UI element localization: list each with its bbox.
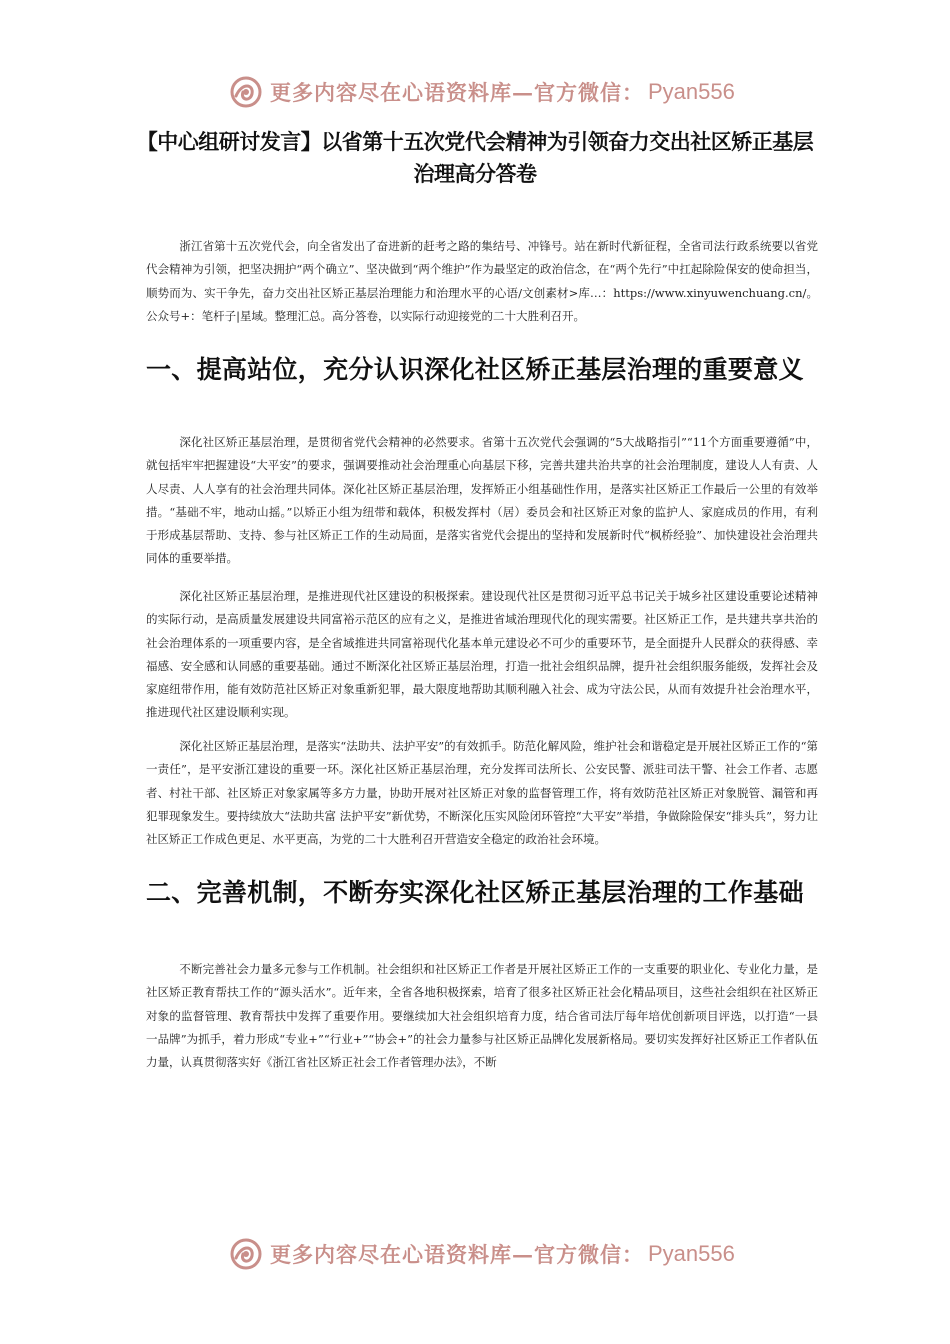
- footer-banner[interactable]: [228, 1234, 735, 1274]
- banner-wechat-id: Pyan556: [648, 1241, 735, 1266]
- section-1-paragraph-2: 深化社区矫正基层治理，是推进现代社区建设的积极探索。建设现代社区是贯彻习近平总书记关于城乡社区建设重要论述精神的实际行动，是高质量发展建设共同富裕示范区的应有之义，是推进省域治理现代化的现实需要。社区矫正工作，是共建共享共治的社会治理体系的一项重要内容，是全省域推进共同富裕现代化基本单元建设必不可少的重要环节，是全面提升人民群众的获得感、幸福感、安全感和认同感的重要基础。通过不断深化社区矫正基层治理，打造一批社会组织品牌，提升社会组织服务能级，发挥社会及家庭纽带作用，能有效防范社区矫正对象重新犯罪，最大限度地帮助其顺利融入社会、成为守法公民，从而有效提升社会治理水平，推进现代社区建设顺利实现。: [146, 589, 818, 720]
- header-banner[interactable]: [228, 72, 735, 112]
- banner-text: 更多内容尽在心语资料库—官方微信：: [270, 80, 644, 105]
- document-title: 【中心组研讨发言】以省第十五次党代会精神为引领奋力交出社区矫正基层治理高分答卷: [136, 130, 814, 186]
- banner-wechat-id: Pyan556: [648, 79, 735, 104]
- coiled-brush-logo-icon: [228, 74, 264, 110]
- section-heading-1: 一、提高站位，充分认识深化社区矫正基层治理的重要意义: [146, 355, 804, 384]
- section-2-paragraph-1: 不断完善社会力量多元参与工作机制。社会组织和社区矫正工作者是开展社区矫正工作的一支重要的职业化、专业化力量，是社区矫正教育帮扶工作的“源头活水”。近年来，全省各地积极探索，培育了很多社区矫正社会化精品项目，这些社会组织在社区矫正对象的监督管理、教育帮扶中发挥了重要作用。要继续加大社会组织培育力度，结合省司法厅每年培优创新项目评选，以打造“一县一品牌”为抓手，着力形成“专业+”“行业+”“协会+”的社会力量参与社区矫正品牌化发展新格局。要切实发挥好社区矫正工作者队伍力量，认真贯彻落实好《浙江省社区矫正社会工作者管理办法》，不断: [146, 962, 818, 1070]
- section-1-paragraph-3: 深化社区矫正基层治理，是落实“法助共、法护平安”的有效抓手。防范化解风险，维护社会和谐稳定是开展社区矫正工作的“第一责任”，是平安浙江建设的重要一环。深化社区矫正基层治理，充分发挥司法所长、公安民警、派驻司法干警、社会工作者、志愿者、村社干部、社区矫正对象家属等多方力量，协助开展对社区矫正对象的监督管理工作，将有效防范社区矫正对象脱管、漏管和再犯罪现象发生。要持续放大“法助共富 法护平安”新优势，不断深化压实风险闭环管控“大平安”举措，争做除险保安“排头兵”，努力让社区矫正工作成色更足、水平更高，为党的二十大胜利召开营造安全稳定的政治社会环境。: [146, 739, 818, 847]
- coiled-brush-logo-icon: [228, 1236, 264, 1272]
- banner-text: 更多内容尽在心语资料库—官方微信：: [270, 1242, 644, 1267]
- section-1-paragraph-1: 深化社区矫正基层治理，是贯彻省党代会精神的必然要求。省第十五次党代会强调的“5大战略指引”“11个方面重要遵循”中，就包括牢牢把握建设“大平安”的要求，强调要推动社会治理重心向基层下移，完善共建共治共享的社会治理制度，建设人人有责、人人尽责、人人享有的社会治理共同体。深化社区矫正基层治理，发挥矫正小组基础性作用，是落实社区矫正工作最后一公里的有效举措。“基础不牢，地动山摇。”以矫正小组为纽带和载体，积极发挥村（居）委员会和社区矫正对象的监护人、家庭成员的作用，有利于形成基层帮助、支持、参与社区矫正工作的生动局面，是落实省党代会提出的坚持和发展新时代“枫桥经验”、加快建设社会治理共同体的重要举措。: [146, 435, 818, 566]
- section-heading-2: 二、完善机制，不断夯实深化社区矫正基层治理的工作基础: [146, 878, 804, 907]
- intro-paragraph: 浙江省第十五次党代会，向全省发出了奋进新的赶考之路的集结号、冲锋号。站在新时代新征程，全省司法行政系统要以省党代会精神为引领，把坚决拥护“两个确立”、坚决做到“两个维护”作为最坚定的政治信念，在“两个先行”中扛起除险保安的使命担当，顺势而为、实干争先，奋力交出社区矫正基层治理能力和治理水平的心语/文创素材>库…：https://www.xinyuwenchuang.cn/。公众号+：笔杆子|星域。整理汇总。高分答卷，以实际行动迎接党的二十大胜利召开。: [146, 239, 818, 323]
